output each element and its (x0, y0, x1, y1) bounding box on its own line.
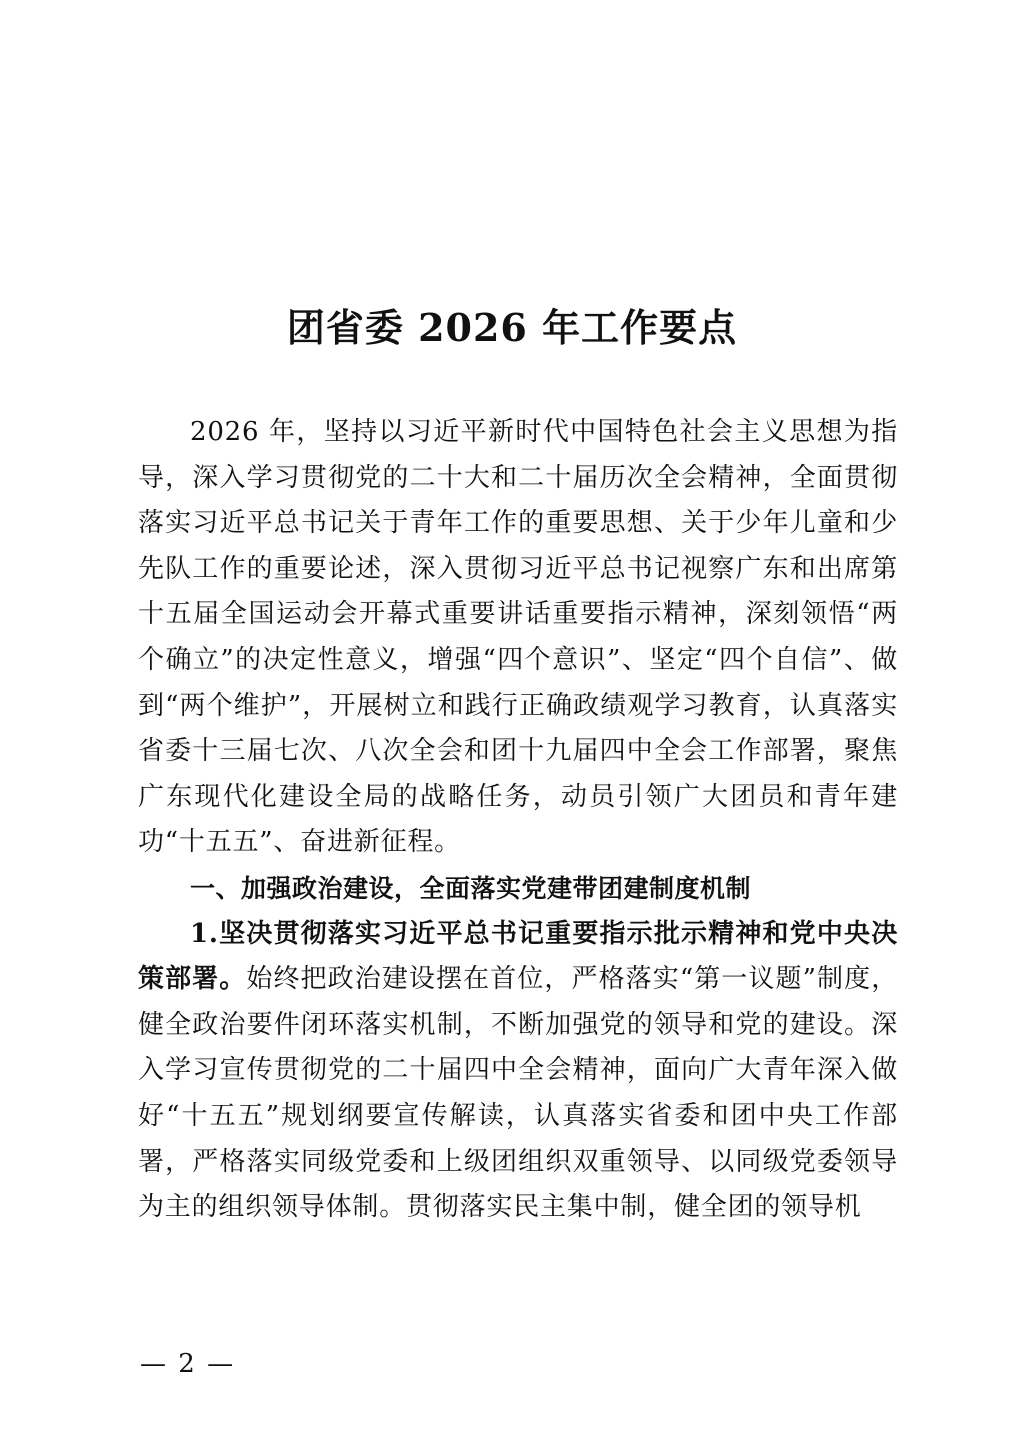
document-body (138, 410, 898, 1231)
item-paragraph (138, 912, 898, 1231)
section-heading: 一、加强政治建设，全面落实党建带团建制度机制 (190, 873, 752, 903)
page-number: — 2 — (140, 1349, 236, 1379)
document-title: 团省委 2026 年工作要点 (286, 305, 738, 350)
intro-paragraph: 2026 年，坚持以习近平新时代中国特色社会主义思想为指导，深入学习贯彻党的二十大和二十届历次全会精神，全面贯彻落实习近平总书记关于青年工作的重要思想、关于少年儿童和少先队工作的重要论述，深入贯彻习近平总书记视察广东和出席第十五届全国运动会开幕式重要讲话重要指示精神，深刻领悟“两个确立”的决定性意义，增强“四个意识”、坚定“四个自信”、做到“两个维护”，开展树立和践行正确政绩观学习教育，认真落实省委十三届七次、八次全会和团十九届四中全会工作部署，聚焦广东现代化建设全局的战略任务，动员引领广大团员和青年建功“十五五”、奋进新征程。 (138, 417, 898, 858)
item-body-text: 始终把政治建设摆在首位，严格落实“第一议题”制度，健全政治要件闭环落实机制，不断加强党的领导和党的建设。深入学习宣传贯彻党的二十届四中全会精神，面向广大青年深入做好“十五五”规划纲要宣传解读，认真落实省委和团中央工作部署，严格落实同级党委和上级团组织双重领导、以同级党委领导为主的组织领导体制。贯彻落实民主集中制，健全团的领导机 (138, 964, 898, 1223)
item-lead-sentence: 1.坚决贯彻落实习近平总书记重要指示批示精神和党中央决策部署。 (138, 918, 898, 995)
